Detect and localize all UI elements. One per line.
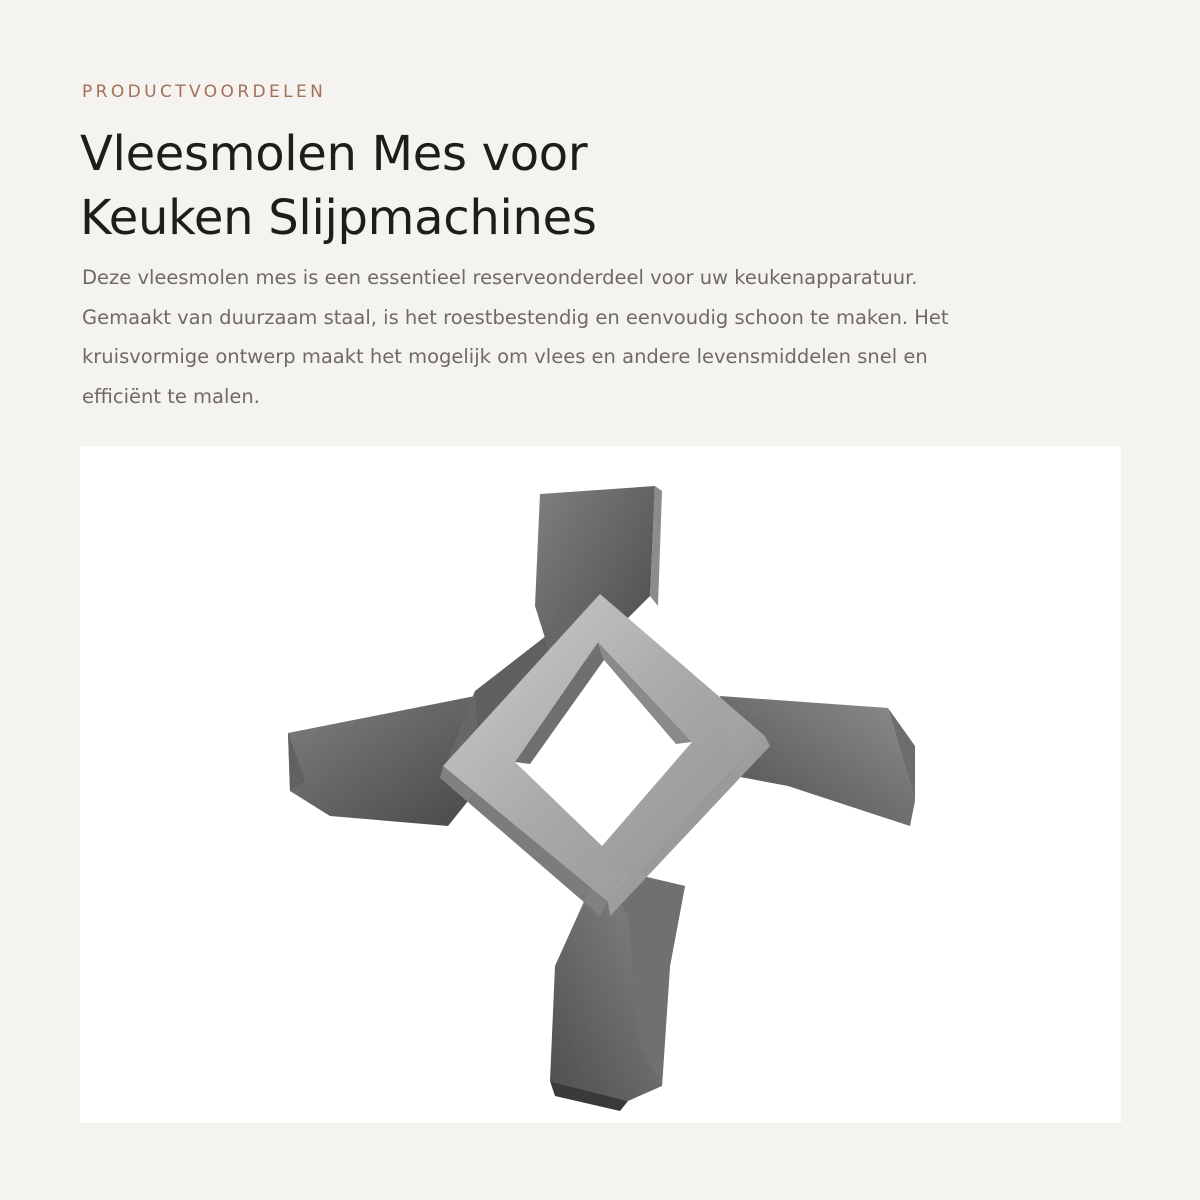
section-eyebrow: PRODUCTVOORDELEN — [82, 82, 327, 102]
product-description — [82, 258, 1122, 416]
meat-grinder-cross-blade-icon — [80, 446, 1121, 1123]
title-line: Vleesmolen Mes voor — [80, 126, 588, 182]
description-line: kruisvormige ontwerp maakt het mogelijk om vlees en andere levensmiddelen snel en — [82, 345, 928, 368]
description-line: efficiënt te malen. — [82, 384, 260, 408]
page-title — [80, 122, 1120, 250]
description-line: Deze vleesmolen mes is een essentieel reserveonderdeel voor uw keukenapparatuur. — [82, 266, 918, 289]
product-image-panel — [80, 446, 1121, 1123]
title-line: Keuken Slijpmachines — [80, 190, 597, 246]
description-line: Gemaakt van duurzaam staal, is het roestbestendig en eenvoudig schoon te maken. Het — [82, 305, 949, 329]
